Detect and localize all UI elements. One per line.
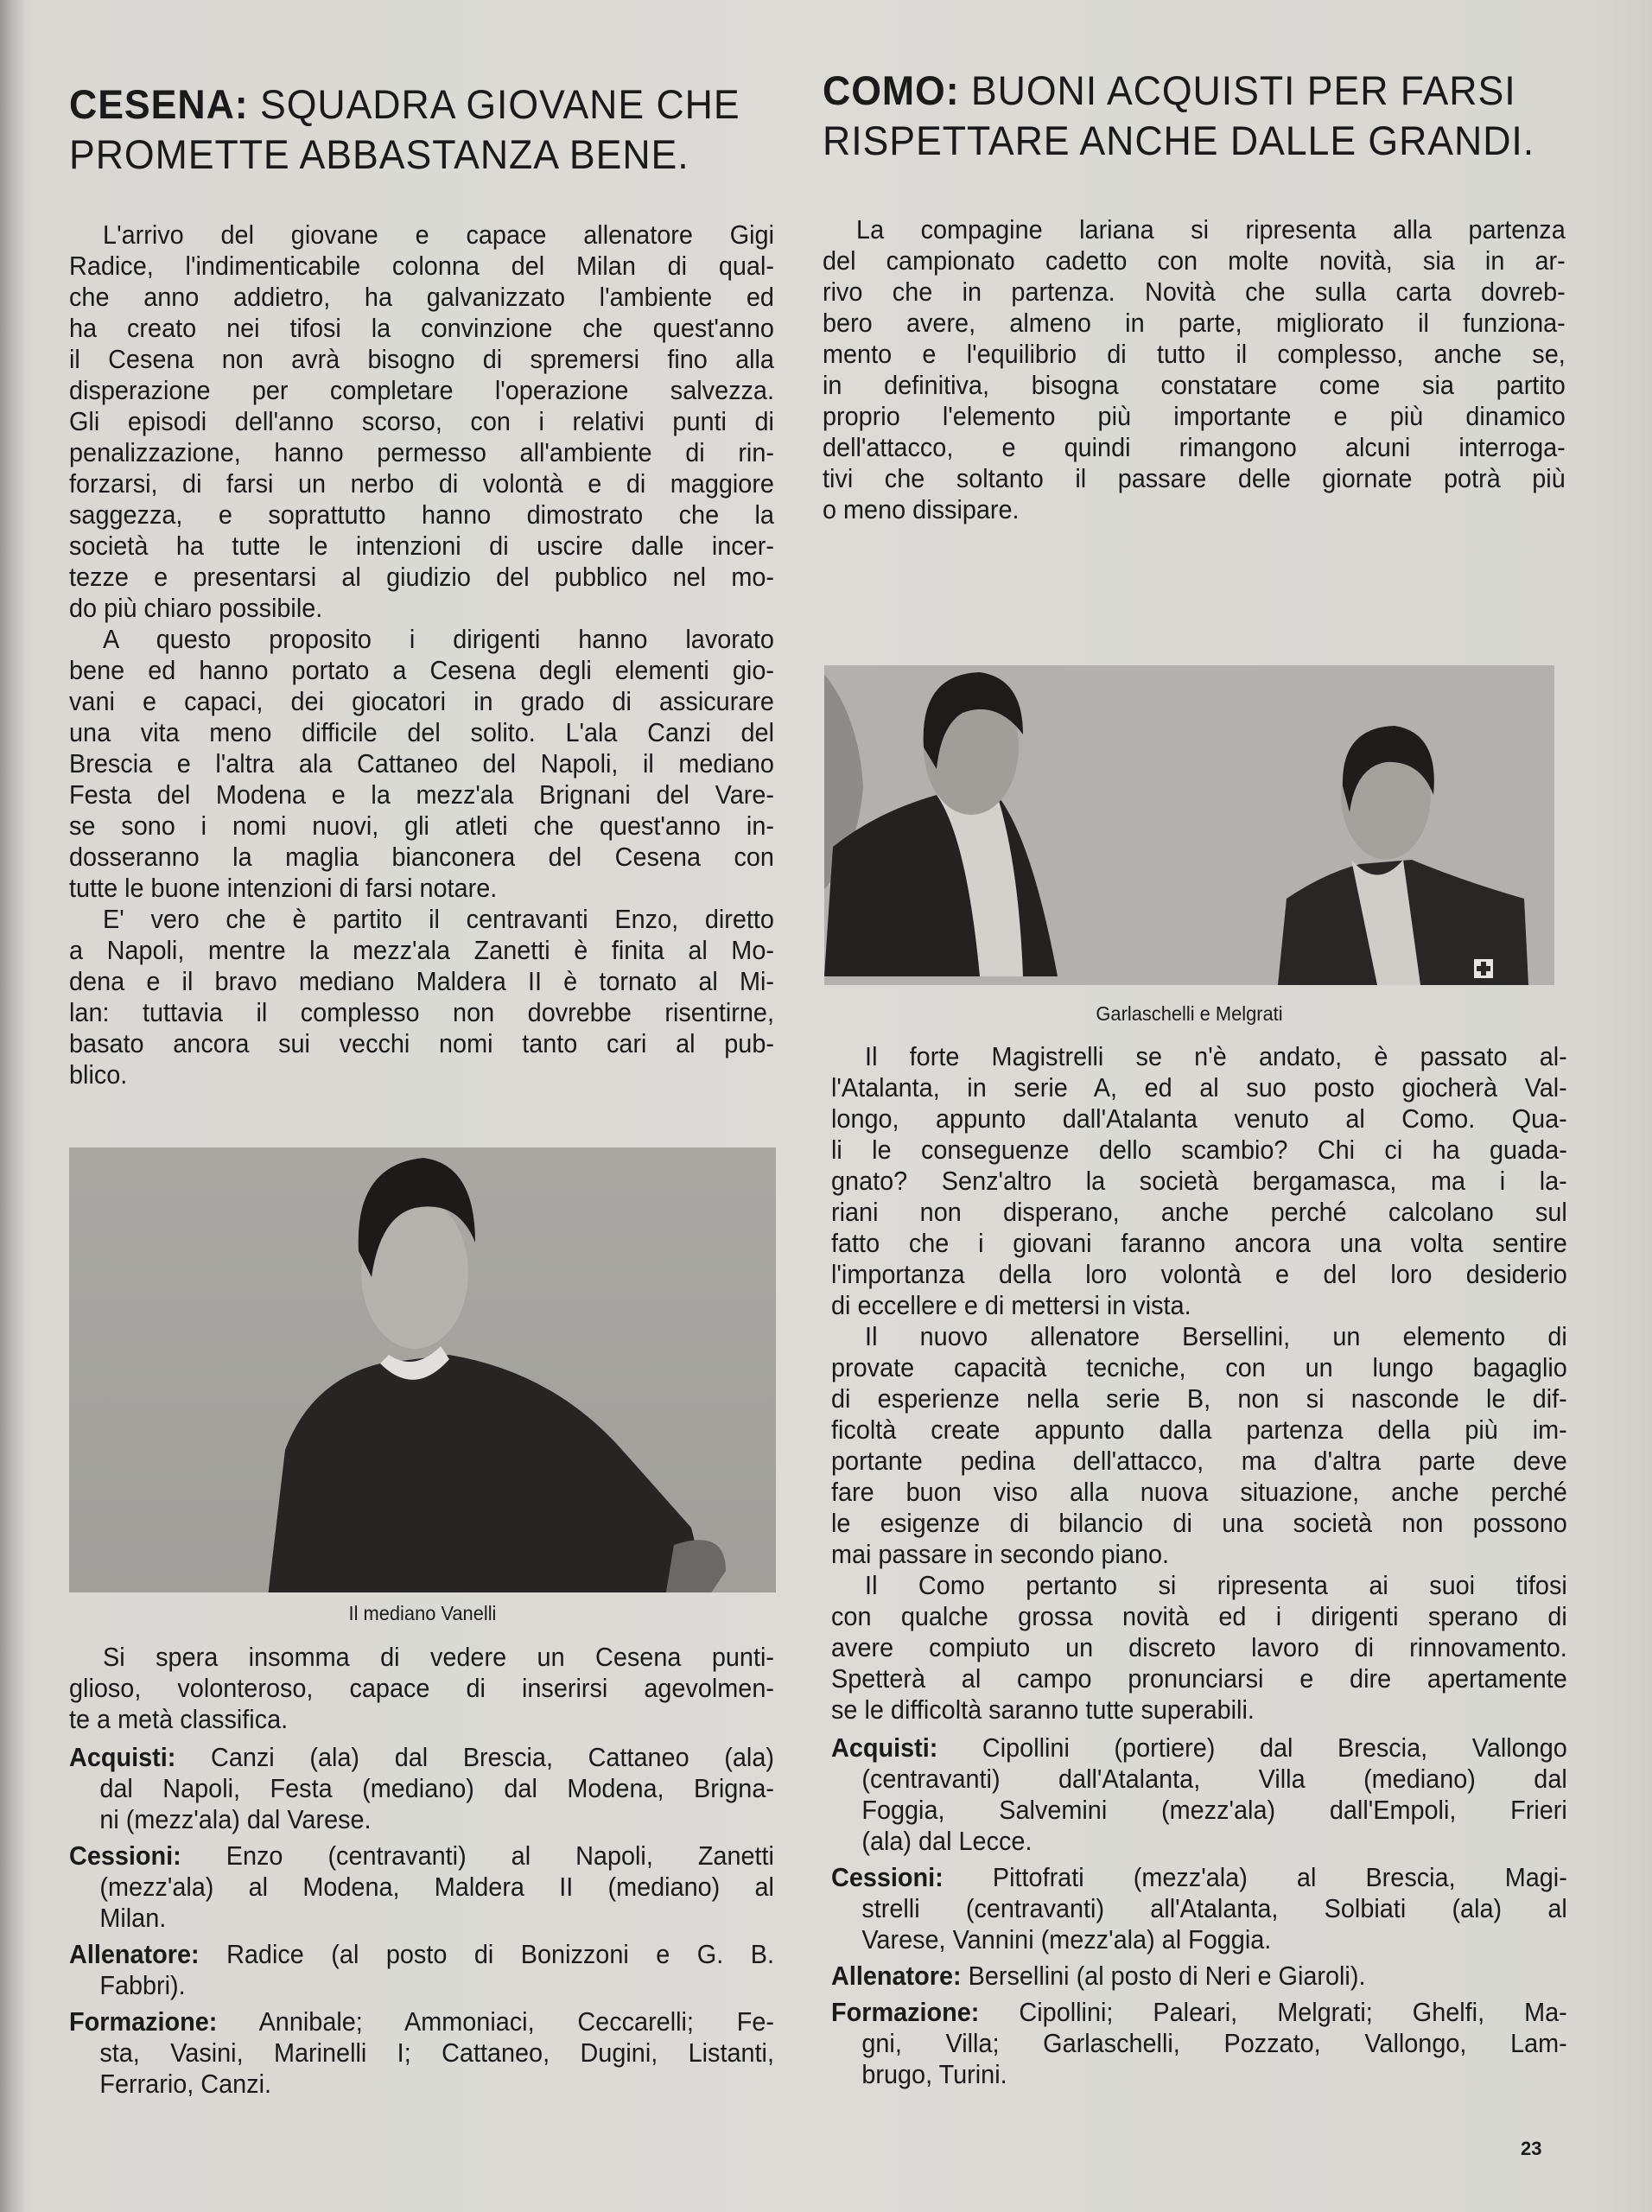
fact-label: Cessioni:	[831, 1862, 944, 1892]
text-line: il Cesena non avrà bisogno di spremersi fino alla	[69, 344, 774, 374]
fact-text: Varese, Vannini (mezz'ala) al Foggia.	[861, 1924, 1272, 1955]
text-line: li le conseguenze dello scambio? Chi ci ha guada-	[831, 1135, 1567, 1165]
text-line: Il nuovo allenatore Bersellini, un elemento di	[865, 1321, 1567, 1351]
fact-entry	[831, 1732, 1567, 1857]
text-line: dena e il bravo mediano Maldera II è tornato al Mi-	[69, 966, 774, 996]
text-line: fare buon viso alla nuova situazione, anche perché	[831, 1477, 1567, 1507]
fact-text: Radice (al posto di Bonizzoni e G. B.	[226, 1939, 774, 1969]
text-line: del campionato cadetto con molte novità, sia in ar-	[823, 245, 1566, 276]
text-line: avere compiuto un discreto lavoro di rinnovamento.	[831, 1632, 1567, 1662]
text-line: di esperienze nella serie B, non si nasconde le dif-	[831, 1383, 1567, 1414]
fact-text: Milan.	[99, 1903, 167, 1933]
fact-line	[831, 1826, 1567, 1857]
photo-caption: Il mediano Vanelli	[348, 1602, 497, 1624]
text-line: fatto che i giovani faranno ancora una volta sentire	[831, 1228, 1567, 1258]
text-line: longo, appunto dall'Atalanta venuto al Como. Qua-	[831, 1103, 1567, 1134]
fact-entry	[831, 1961, 1567, 1992]
fact-label: Formazione:	[69, 2006, 218, 2037]
text-line: Si spera insomma di vedere un Cesena punti-	[103, 1642, 774, 1672]
fact-text: strelli (centravanti) all'Atalanta, Solbiati (ala) al	[861, 1893, 1567, 1923]
fact-text: (ala) dal Lecce.	[861, 1826, 1032, 1856]
fact-entry	[831, 1862, 1567, 1955]
text-line: Il Como pertanto si ripresenta ai suoi tifosi	[865, 1570, 1567, 1600]
fact-text: Annibale; Ammoniaci, Ceccarelli; Fe-	[258, 2006, 774, 2037]
fact-text: gni, Villa; Garlaschelli, Pozzato, Vallongo, Lam-	[861, 2028, 1567, 2058]
fact-line	[831, 2059, 1567, 2090]
fact-line	[831, 1961, 1567, 1992]
text-line: ficoltà create appunto dalla partenza della più im-	[831, 1414, 1567, 1445]
text-line: forzarsi, di farsi un nerbo di volontà e di maggiore	[69, 468, 774, 499]
headline-line1: SQUADRA GIOVANE CHE	[259, 81, 740, 127]
como-facts	[831, 1732, 1567, 2090]
fact-line	[69, 1872, 774, 1903]
text-line: a Napoli, mentre la mezz'ala Zanetti è finita al Mo-	[69, 935, 774, 965]
fact-text: Enzo (centravanti) al Napoli, Zanetti	[226, 1840, 774, 1871]
text-line: bero avere, almeno in parte, migliorato il funziona-	[823, 308, 1566, 338]
text-line: gnato? Senz'altro la società bergamasca, ma i la-	[831, 1166, 1567, 1196]
fact-text: (mezz'ala) al Modena, Maldera II (mediano) al	[99, 1872, 774, 1902]
como-article	[823, 66, 1569, 525]
headline-line2: RISPETTARE ANCHE DALLE GRANDI.	[823, 118, 1535, 163]
fact-line	[831, 2028, 1567, 2059]
paragraph	[831, 1041, 1567, 1321]
fact-line	[831, 1764, 1567, 1795]
fact-text: Cipollini (portiere) dal Brescia, Vallongo	[982, 1732, 1567, 1763]
text-line: mento e l'equilibrio di tutto il complesso, anche se,	[823, 339, 1566, 369]
photo-garlaschelli-melgrati	[824, 665, 1554, 985]
text-line: te a metà classifica.	[69, 1704, 289, 1734]
text-line: blico.	[69, 1059, 128, 1090]
fact-line	[69, 1903, 774, 1934]
headline-line2: PROMETTE ABBASTANZA BENE.	[69, 131, 689, 177]
headline-line1: BUONI ACQUISTI PER FARSI	[970, 67, 1516, 113]
page-number: 23	[1521, 2138, 1542, 2159]
headline-team: CESENA:	[69, 81, 249, 127]
fact-line	[69, 2006, 774, 2037]
cesena-article	[69, 79, 778, 1090]
text-line: dell'attacco, e quindi rimangono alcuni interroga-	[823, 432, 1566, 462]
paragraph	[69, 219, 774, 624]
fact-entry	[69, 1742, 774, 1835]
fact-text: Fabbri).	[99, 1970, 186, 2000]
text-line: bene ed hanno portato a Cesena degli elementi gio-	[69, 655, 774, 685]
text-line: portante pedina dell'attacco, ma d'altra parte deve	[831, 1446, 1567, 1476]
fact-line	[831, 1893, 1567, 1924]
text-line: La compagine lariana si ripresenta alla partenza	[856, 214, 1566, 245]
fact-text: (centravanti) dall'Atalanta, Villa (mediano) dal	[861, 1764, 1567, 1794]
text-line: saggezza, e soprattutto hanno dimostrato che la	[69, 499, 774, 530]
page-gutter-shadow	[0, 0, 26, 2212]
fact-text: Cipollini; Paleari, Melgrati; Ghelfi, Ma-	[1019, 1997, 1567, 2027]
text-line: tezze e presentarsi al giudizio del pubblico nel mo-	[69, 562, 774, 592]
text-line: mai passare in secondo piano.	[831, 1539, 1170, 1569]
text-line: provate capacità tecniche, con un lungo bagaglio	[831, 1352, 1567, 1382]
text-line: se le difficoltà saranno tutte superabili.	[831, 1694, 1255, 1725]
fact-entry	[69, 1939, 774, 2001]
text-line: tutte le buone intenzioni di farsi notare.	[69, 873, 498, 903]
cesena-facts	[69, 1742, 774, 2100]
fact-text: Foggia, Salvemini (mezz'ala) dall'Empoli, Frieri	[861, 1795, 1567, 1825]
fact-line	[69, 1939, 774, 1970]
text-line: vani e capaci, dei giocatori in grado di assicurare	[69, 686, 774, 716]
text-line: che anno addietro, ha galvanizzato l'ambiente ed	[69, 282, 774, 312]
text-line: basato ancora sui vecchi nomi tanto cari al pub-	[69, 1028, 774, 1058]
paragraph	[823, 214, 1566, 525]
text-line: Brescia e l'altra ala Cattaneo del Napoli, il mediano	[69, 748, 774, 779]
fact-text: Bersellini (al posto di Neri e Giaroli).	[968, 1961, 1366, 1991]
photo-vanelli	[69, 1147, 776, 1592]
fact-label: Allenatore:	[831, 1961, 962, 1991]
text-line: dosseranno la maglia bianconera del Cesena con	[69, 842, 774, 872]
text-line: una vita meno difficile del solito. L'ala Canzi del	[69, 717, 774, 747]
paragraph	[831, 1321, 1567, 1570]
fact-text: brugo, Turini.	[861, 2059, 1007, 2089]
text-line: l'importanza della loro volontà e del loro desiderio	[831, 1259, 1567, 1289]
text-line: società ha tutte le intenzioni di uscire dalle incer-	[69, 531, 774, 561]
text-line: Il forte Magistrelli se n'è andato, è passato al-	[865, 1041, 1567, 1071]
paragraph	[69, 624, 774, 904]
text-line: se sono i nomi nuovi, gli atleti che quest'anno in-	[69, 810, 774, 841]
fact-line	[831, 1795, 1567, 1826]
como-headline	[823, 66, 1535, 166]
text-line: Spetterà al campo pronunciarsi e dire apertamente	[831, 1663, 1567, 1694]
fact-text: Ferrario, Canzi.	[99, 2069, 271, 2099]
vanelli-photo-illustration	[69, 1147, 776, 1592]
text-line: in definitiva, bisogna constatare come sia partito	[823, 370, 1566, 400]
text-line: tivi che soltanto il passare delle giornate potrà più	[823, 463, 1566, 493]
text-line: di eccellere e di mettersi in vista.	[831, 1290, 1191, 1320]
fact-line	[69, 1970, 774, 2001]
text-line: disperazione per completare l'operazione salvezza.	[69, 375, 774, 405]
fact-label: Acquisti:	[831, 1732, 938, 1763]
fact-text: dal Napoli, Festa (mediano) dal Modena, Brigna-	[99, 1773, 774, 1803]
text-line: L'arrivo del giovane e capace allenatore Gigi	[103, 219, 774, 250]
headline-team: COMO:	[823, 67, 960, 113]
fact-line	[69, 1840, 774, 1872]
cesena-headline	[69, 79, 742, 180]
garlaschelli-melgrati-photo-illustration	[824, 665, 1554, 985]
fact-line	[831, 1924, 1567, 1955]
text-line: l'Atalanta, in serie A, ed al suo posto giocherà Val-	[831, 1072, 1567, 1103]
fact-entry	[69, 1840, 774, 1934]
fact-line	[69, 1804, 774, 1835]
text-line: con qualche grossa novità ed i dirigenti sperano di	[831, 1601, 1567, 1631]
fact-label: Cessioni:	[69, 1840, 181, 1871]
fact-line	[831, 1732, 1567, 1764]
text-line: rivo che in partenza. Novità che sulla carta dovreb-	[823, 276, 1566, 307]
fact-line	[69, 1773, 774, 1804]
fact-label: Allenatore:	[69, 1939, 200, 1969]
text-line: E' vero che è partito il centravanti Enzo, diretto	[103, 904, 774, 934]
fact-label: Formazione:	[831, 1997, 980, 2027]
fact-line	[831, 1997, 1567, 2028]
cesena-summary	[69, 1642, 778, 2100]
text-line: A questo proposito i dirigenti hanno lavorato	[103, 624, 774, 654]
photo-caption: Garlaschelli e Melgrati	[1096, 1002, 1283, 1025]
text-line: lan: tuttavia il complesso non dovrebbe risentirne,	[69, 997, 774, 1027]
fact-line	[831, 1862, 1567, 1893]
fact-label: Acquisti:	[69, 1742, 176, 1772]
como-body	[831, 1041, 1571, 2090]
text-line: proprio l'elemento più importante e più dinamico	[823, 401, 1566, 431]
text-line: do più chiaro possibile.	[69, 593, 323, 623]
text-line: Radice, l'indimenticabile colonna del Milan di qual-	[69, 251, 774, 281]
paragraph	[69, 1642, 774, 1735]
paragraph	[69, 904, 774, 1090]
text-line: o meno dissipare.	[823, 494, 1020, 524]
fact-text: Pittofrati (mezz'ala) al Brescia, Magi-	[992, 1862, 1567, 1892]
fact-line	[69, 2069, 774, 2100]
text-line: penalizzazione, hanno permesso all'ambiente di rin-	[69, 437, 774, 467]
text-line: le esigenze di bilancio di una società non possono	[831, 1508, 1567, 1538]
text-line: Gli episodi dell'anno scorso, con i relativi punti di	[69, 406, 774, 436]
fact-line	[69, 1742, 774, 1773]
fact-text: Canzi (ala) dal Brescia, Cattaneo (ala)	[210, 1742, 774, 1772]
text-line: glioso, volonteroso, capace di inserirsi agevolmen-	[69, 1673, 774, 1703]
text-line: riani non disperano, anche perché calcolano sul	[831, 1197, 1567, 1227]
fact-entry	[69, 2006, 774, 2100]
fact-text: ni (mezz'ala) dal Varese.	[99, 1804, 372, 1834]
text-line: ha creato nei tifosi la convinzione che quest'anno	[69, 313, 774, 343]
fact-line	[69, 2037, 774, 2069]
fact-text: sta, Vasini, Marinelli I; Cattaneo, Dugini, Listanti,	[99, 2037, 774, 2068]
paragraph	[831, 1570, 1567, 1726]
text-line: Festa del Modena e la mezz'ala Brignani del Vare-	[69, 779, 774, 810]
fact-entry	[831, 1997, 1567, 2090]
